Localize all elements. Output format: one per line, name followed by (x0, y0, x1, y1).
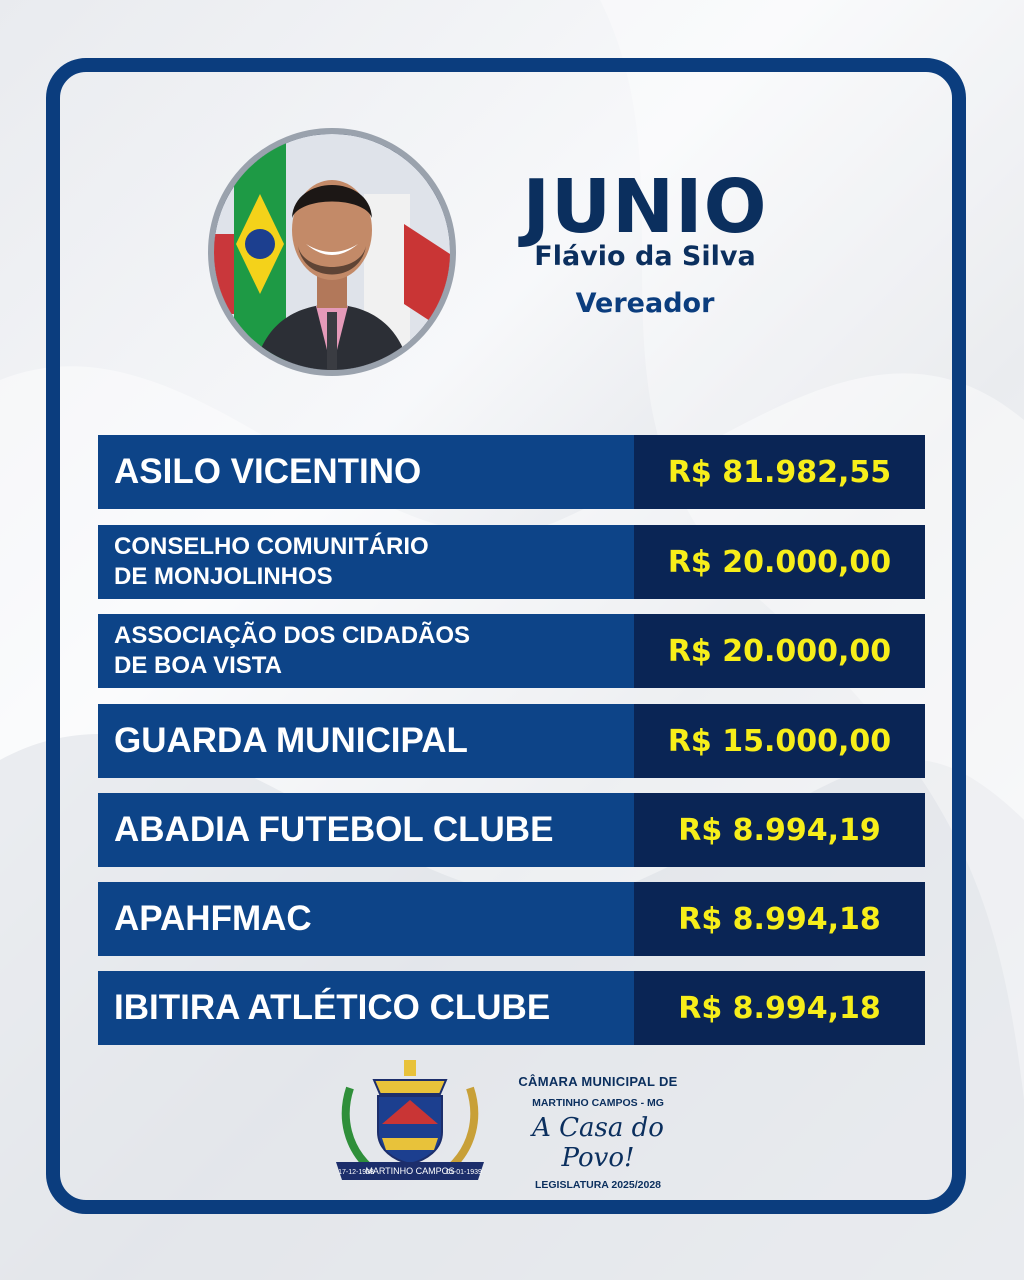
beneficiary-label: ASILO VICENTINO (98, 435, 634, 509)
table-row (98, 971, 925, 1045)
councilor-photo (208, 128, 456, 376)
councilor-role: Vereador (575, 288, 715, 319)
table-row (98, 525, 925, 599)
table-row (98, 704, 925, 778)
amount-value: R$ 81.982,55 (634, 435, 925, 509)
table-row (98, 793, 925, 867)
beneficiary-label: GUARDA MUNICIPAL (98, 704, 634, 778)
amount-value: R$ 20.000,00 (634, 614, 925, 688)
footer-institution-block (492, 1074, 704, 1191)
table-row (98, 614, 925, 688)
amount-value: R$ 8.994,19 (634, 793, 925, 867)
institution-city: MARTINHO CAMPOS - MG (532, 1097, 664, 1109)
portrait-illustration (214, 134, 450, 370)
amount-value: R$ 8.994,18 (634, 882, 925, 956)
institution-name: CÂMARA MUNICIPAL DE (518, 1074, 678, 1089)
municipal-crest-logo (330, 1058, 490, 1184)
table-row (98, 882, 925, 956)
beneficiary-label: CONSELHO COMUNITÁRIO DE MONJOLINHOS (98, 525, 634, 599)
amount-value: R$ 15.000,00 (634, 704, 925, 778)
beneficiary-label: ASSOCIAÇÃO DOS CIDADÃOS DE BOA VISTA (98, 614, 634, 688)
institution-slogan: A Casa do Povo! (532, 1113, 664, 1173)
beneficiary-label: ABADIA FUTEBOL CLUBE (98, 793, 634, 867)
beneficiary-label: APAHFMAC (98, 882, 634, 956)
councilor-full-name: Flávio da Silva (534, 241, 756, 272)
table-row (98, 435, 925, 509)
crest-date-right: 01-01-1939 (446, 1169, 482, 1176)
legislature-term: LEGISLATURA 2025/2028 (534, 1179, 662, 1191)
crest-date-left: 17-12-1938 (338, 1169, 374, 1176)
amount-value: R$ 8.994,18 (634, 971, 925, 1045)
councilor-name: JUNIO (522, 164, 768, 250)
amount-value: R$ 20.000,00 (634, 525, 925, 599)
crest-banner-text: MARTINHO CAMPOS (365, 1166, 455, 1176)
beneficiary-label: IBITIRA ATLÉTICO CLUBE (98, 971, 634, 1045)
